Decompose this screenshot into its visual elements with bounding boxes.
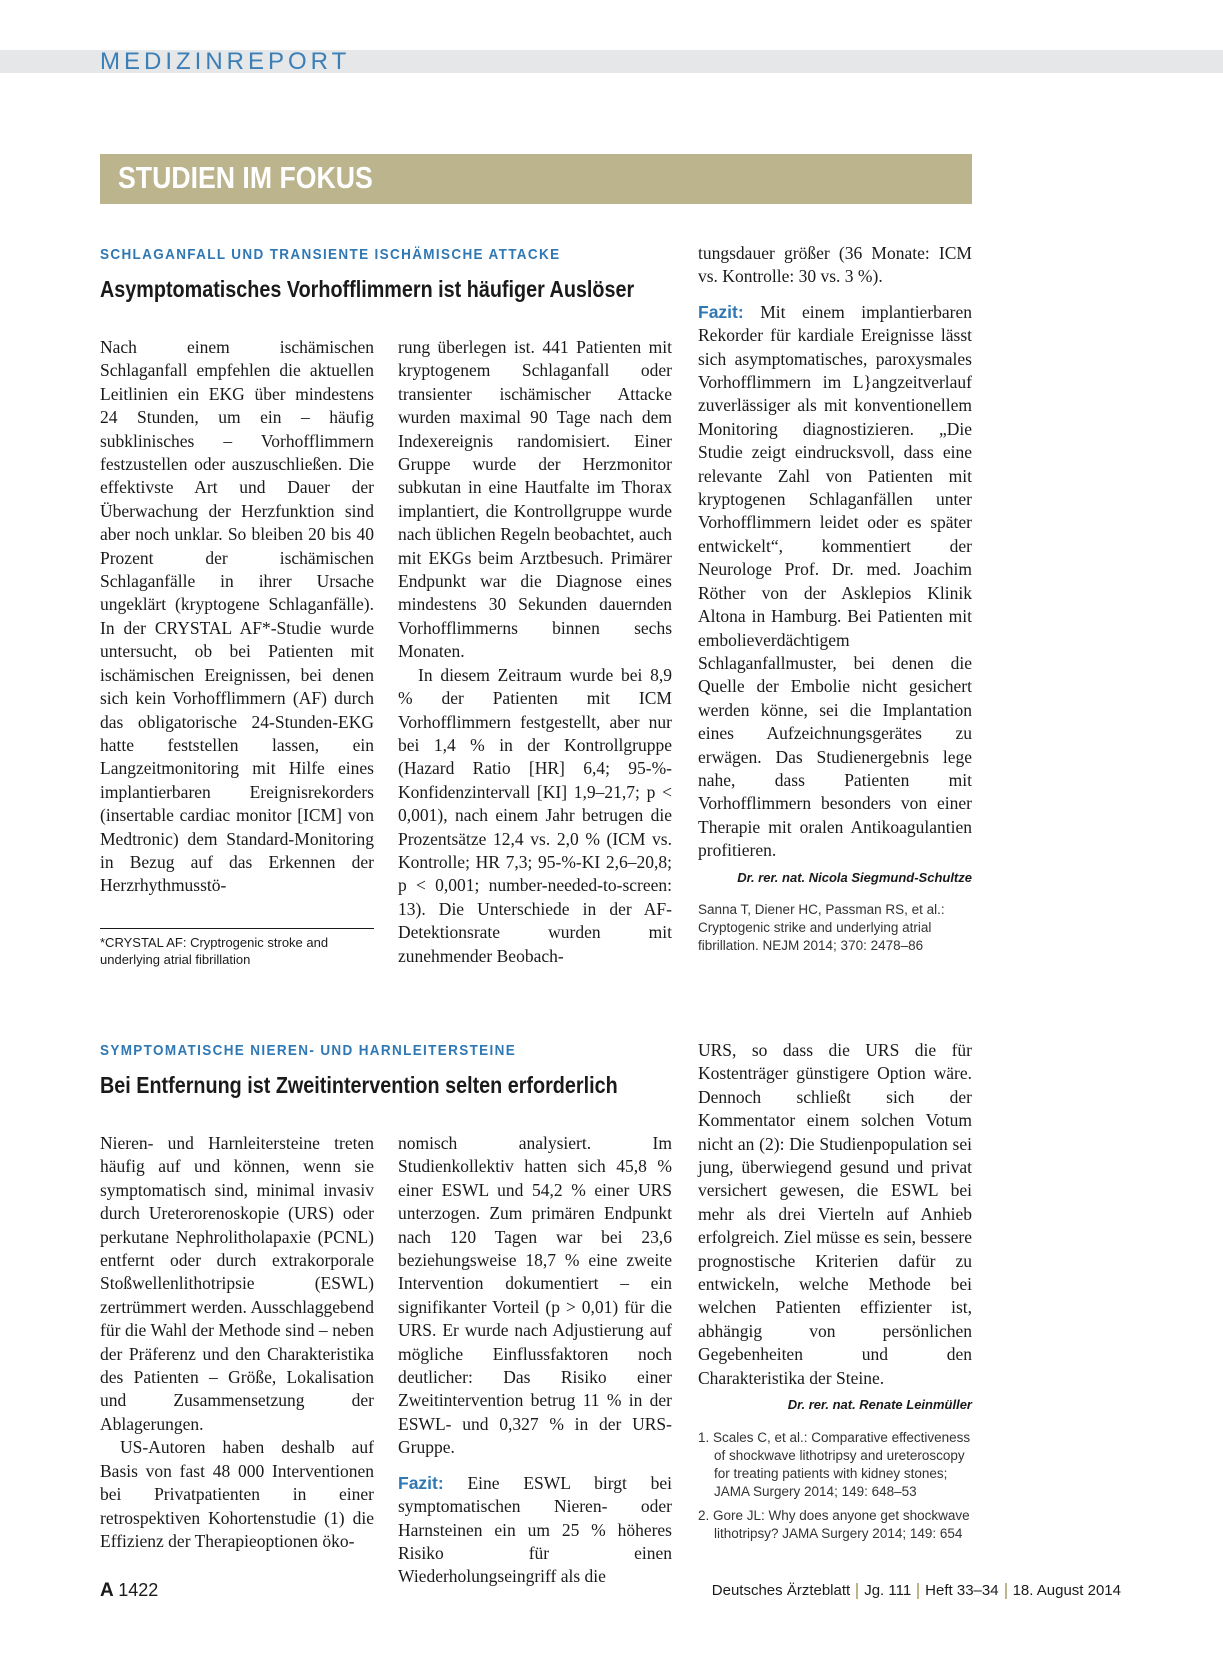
article2-kicker: SYMPTOMATISCHE NIEREN- UND HARNLEITERSTEINE: [100, 1042, 517, 1059]
journal-volume: Jg. 111: [864, 1582, 912, 1599]
article2-reference-list: [698, 1429, 972, 1543]
article2-column-3: [698, 1039, 972, 1549]
footer-separator: [917, 1583, 919, 1599]
footer-separator: [856, 1583, 858, 1599]
article1-headline: Asymptomatisches Vorhofflimmern ist häufiger Auslöser: [100, 276, 635, 302]
article2-fazit-paragraph: [398, 1472, 672, 1589]
article1-fazit-paragraph: [698, 301, 972, 863]
article1-author: Dr. rer. nat. Nicola Siegmund-Schultze: [737, 869, 972, 885]
banner-title: STUDIEN IM FOKUS: [118, 160, 373, 195]
article2-col1-para2: US-Autoren haben deshalb auf Basis von fast 48 000 Interventionen bei Privatpatienten in einer retrospektiven Kohortenstudie (1) die Effizienz der Therapieoptionen öko-: [100, 1437, 374, 1551]
page-number: [100, 1578, 158, 1604]
journal-date: 18. August 2014: [1012, 1582, 1121, 1599]
article1-col3-para1: tungsdauer größer (36 Monate: ICM vs. Kontrolle: 30 vs. 3 %).: [698, 243, 972, 287]
section-running-head: MEDIZINREPORT: [100, 48, 351, 75]
article2-col3-para1: URS, so dass die URS die für Kostenträger günstigere Option wäre. Dennoch schließt sich der Kommentator einem solchen Votum nicht an (2): Die Studienpopulation sei jung, überwiegend gesund und privat versichert gewesen, die ESWL bei mehr als drei Vierteln auf Anhieb erfolgreich. Ziel müsse es sein, bessere prognostische Kriterien dafür zu entwickeln, welche Methode bei welchen Patienten effizienter ist, abhängig von persönlichen Gegebenheiten und den Charakteristika der Steine.: [698, 1040, 972, 1388]
article2-headline: Bei Entfernung ist Zweitintervention selten erforderlich: [100, 1072, 618, 1098]
article1-fazit-text: Mit einem implantierbaren Rekorder für kardiale Ereignisse lässt sich asymptomatisches, paroxysmales Vorhofflimmern im L}angzeitverlauf zuverlässiger als mit konventionellem Monitoring diagnostizieren. „Die Studie zeigt eindrucksvoll, dass eine relevante Zahl von Patienten mit kryptogenen Schlaganfällen unter Vorhofflimmern leidet oder es später entwickelt“, kommentiert der Neurologe Prof. Dr. med. Joachim Röther von der Asklepios Klinik Altona in Hamburg. Bei Patienten mit embolieverdächtigem Schlaganfallmuster, bei denen die Quelle der Embolie nicht gesichert werden könne, sei die Implantation eines Aufzeichnungsgerätes zu erwägen. Das Studienergebnis lege nahe, dass Patienten mit Vorhofflimmern besonders von einer Therapie mit oralen Antikoagulantien profitieren.: [698, 301, 973, 861]
article1-col2-para1: rung überlegen ist. 441 Patienten mit kryptogenem Schlaganfall oder transienter ischämischer Attacke wurden maximal 90 Tage nach dem Indexereignis randomisiert. Einer Gruppe wurde der Herzmonitor subkutan in eine Hautfalte im Thorax implantiert, die Kontrollgruppe wurde nach üblichen Regeln beobachtet, auch mit EKGs beim Arztbesuch. Primärer Endpunkt war die Diagnose eines mindestens 30 Sekunden dauernden Vorhofflimmerns binnen sechs Monaten.: [398, 337, 672, 662]
article1-reference: Sanna T, Diener HC, Passman RS, et al.: Cryptogenic strike and underlying atrial fibrillation. NEJM 2014; 370: 2478–86: [698, 901, 945, 953]
article1-column-1: [100, 336, 374, 898]
article2-column-2: [398, 1132, 672, 1589]
article1-kicker: SCHLAGANFALL UND TRANSIENTE ISCHÄMISCHE ATTACKE: [100, 246, 561, 263]
article1-col1-text: Nach einem ischämischen Schlaganfall empfehlen die aktuellen Leitlinien ein EKG über mindestens 24 Stunden, um ein – häufig subklinisches – Vorhofflimmern festzustellen oder auszuschließen. Die effektivste Art und Dauer der Überwachung der Herzfunktion sind aber noch unklar. So bleiben 20 bis 40 Prozent der ischämischen Schlaganfälle in ihrer Ursache ungeklärt (kryptogene Schlaganfälle). In der CRYSTAL AF*-Studie wurde untersucht, ob bei Patienten mit ischämischen Ereignissen, bei denen sich kein Vorhofflimmern (AF) durch das obligatorische 24-Stunden-EKG hatte feststellen lassen, ein Langzeitmonitoring mit Hilfe eines implantierbaren Ereignisrekorders (insertable cardiac monitor [ICM] von Medtronic) dem Standard-Monitoring in Bezug auf das Erkennen der Herzrhythmusstö-: [100, 337, 374, 896]
article1-column-3: [698, 242, 972, 955]
article2-reference-1: 1. Scales C, et al.: Comparative effectiveness of shockwave lithotripsy and ureteroscopy for treating patients with kidney stones; JAMA Surgery 2014; 149: 648–53: [698, 1429, 971, 1499]
page-number-value: 1422: [118, 1580, 159, 1600]
article2-author: Dr. rer. nat. Renate Leinmüller: [787, 1397, 972, 1413]
article2-col1-para1: Nieren- und Harnleitersteine treten häufig auf und können, wenn sie symptomatisch sind, minimal invasiv durch Ureterorenoskopie (URS) oder perkutane Nephrolitholapaxie (PCNL) entfernt oder durch extrakorporale Stoßwellenlithotripsie (ESWL) zertrümmert werden. Ausschlaggebend für die Wahl der Methode sind – neben der Präferenz und den Charakteristika des Patienten – Größe, Lokalisation und Zusammensetzung der Ablagerungen.: [100, 1133, 374, 1434]
article2-column-1: [100, 1132, 374, 1553]
journal-issue: Heft 33–34: [925, 1582, 999, 1599]
article1-fazit-label: Fazit:: [698, 301, 744, 322]
footnote-rule: [100, 928, 374, 929]
journal-footer: [712, 1580, 1121, 1602]
journal-name: Deutsches Ärzteblatt: [711, 1582, 851, 1599]
article2-col2-para1: nomisch analysiert. Im Studienkollektiv hatten sich 45,8 % einer ESWL und 54,2 % einer URS unterzogen. Zum primären Endpunkt nach 120 Tagen war bei 23,6 beziehungsweise 18,7 % eine zweite Intervention dokumentiert – ein signifikanter Vorteil (p > 0,01) für die URS. Er wurde nach Adjustierung auf mögliche Einflussfaktoren noch deutlicher: Das Risiko einer Zweitintervention betrug 11 % in der ESWL- und 0,327 % in der URS-Gruppe.: [398, 1133, 672, 1458]
article2-reference-2: 2. Gore JL: Why does anyone get shockwave lithotripsy? JAMA Surgery 2014; 149: 654: [698, 1507, 970, 1541]
footer-separator: [1005, 1583, 1007, 1599]
article2-fazit-label: Fazit:: [398, 1472, 444, 1493]
article2-fazit-text: Eine ESWL birgt bei symptomatischen Nieren- oder Harnsteinen ein um 25 % höheres Risiko für einen Wiederholungseingriff als die: [398, 1472, 672, 1587]
page-letter: A: [100, 1580, 114, 1601]
article1-column-2: [398, 336, 672, 968]
article1-col2-para2: In diesem Zeitraum wurde bei 8,9 % der Patienten mit ICM Vorhofflimmern festgestellt, aber nur bei 1,4 % in der Kontrollgruppe (Hazard Ratio [HR] 6,4; 95-%-Konfidenzintervall [KI] 1,9–21,7; p < 0,001), nach einem Jahr betrugen die Prozentsätze 12,4 vs. 2,0 % (ICM vs. Kontrolle; HR 7,3; 95-%-KI 2,6–20,8; p < 0,001; number-needed-to-screen: 13). Die Unterschiede in der AF-Detektionsrate wurden mit zunehmender Beobach-: [398, 664, 672, 966]
article1-footnote: *CRYSTAL AF: Cryptrogenic stroke and underlying atrial fibrillation: [100, 935, 329, 967]
